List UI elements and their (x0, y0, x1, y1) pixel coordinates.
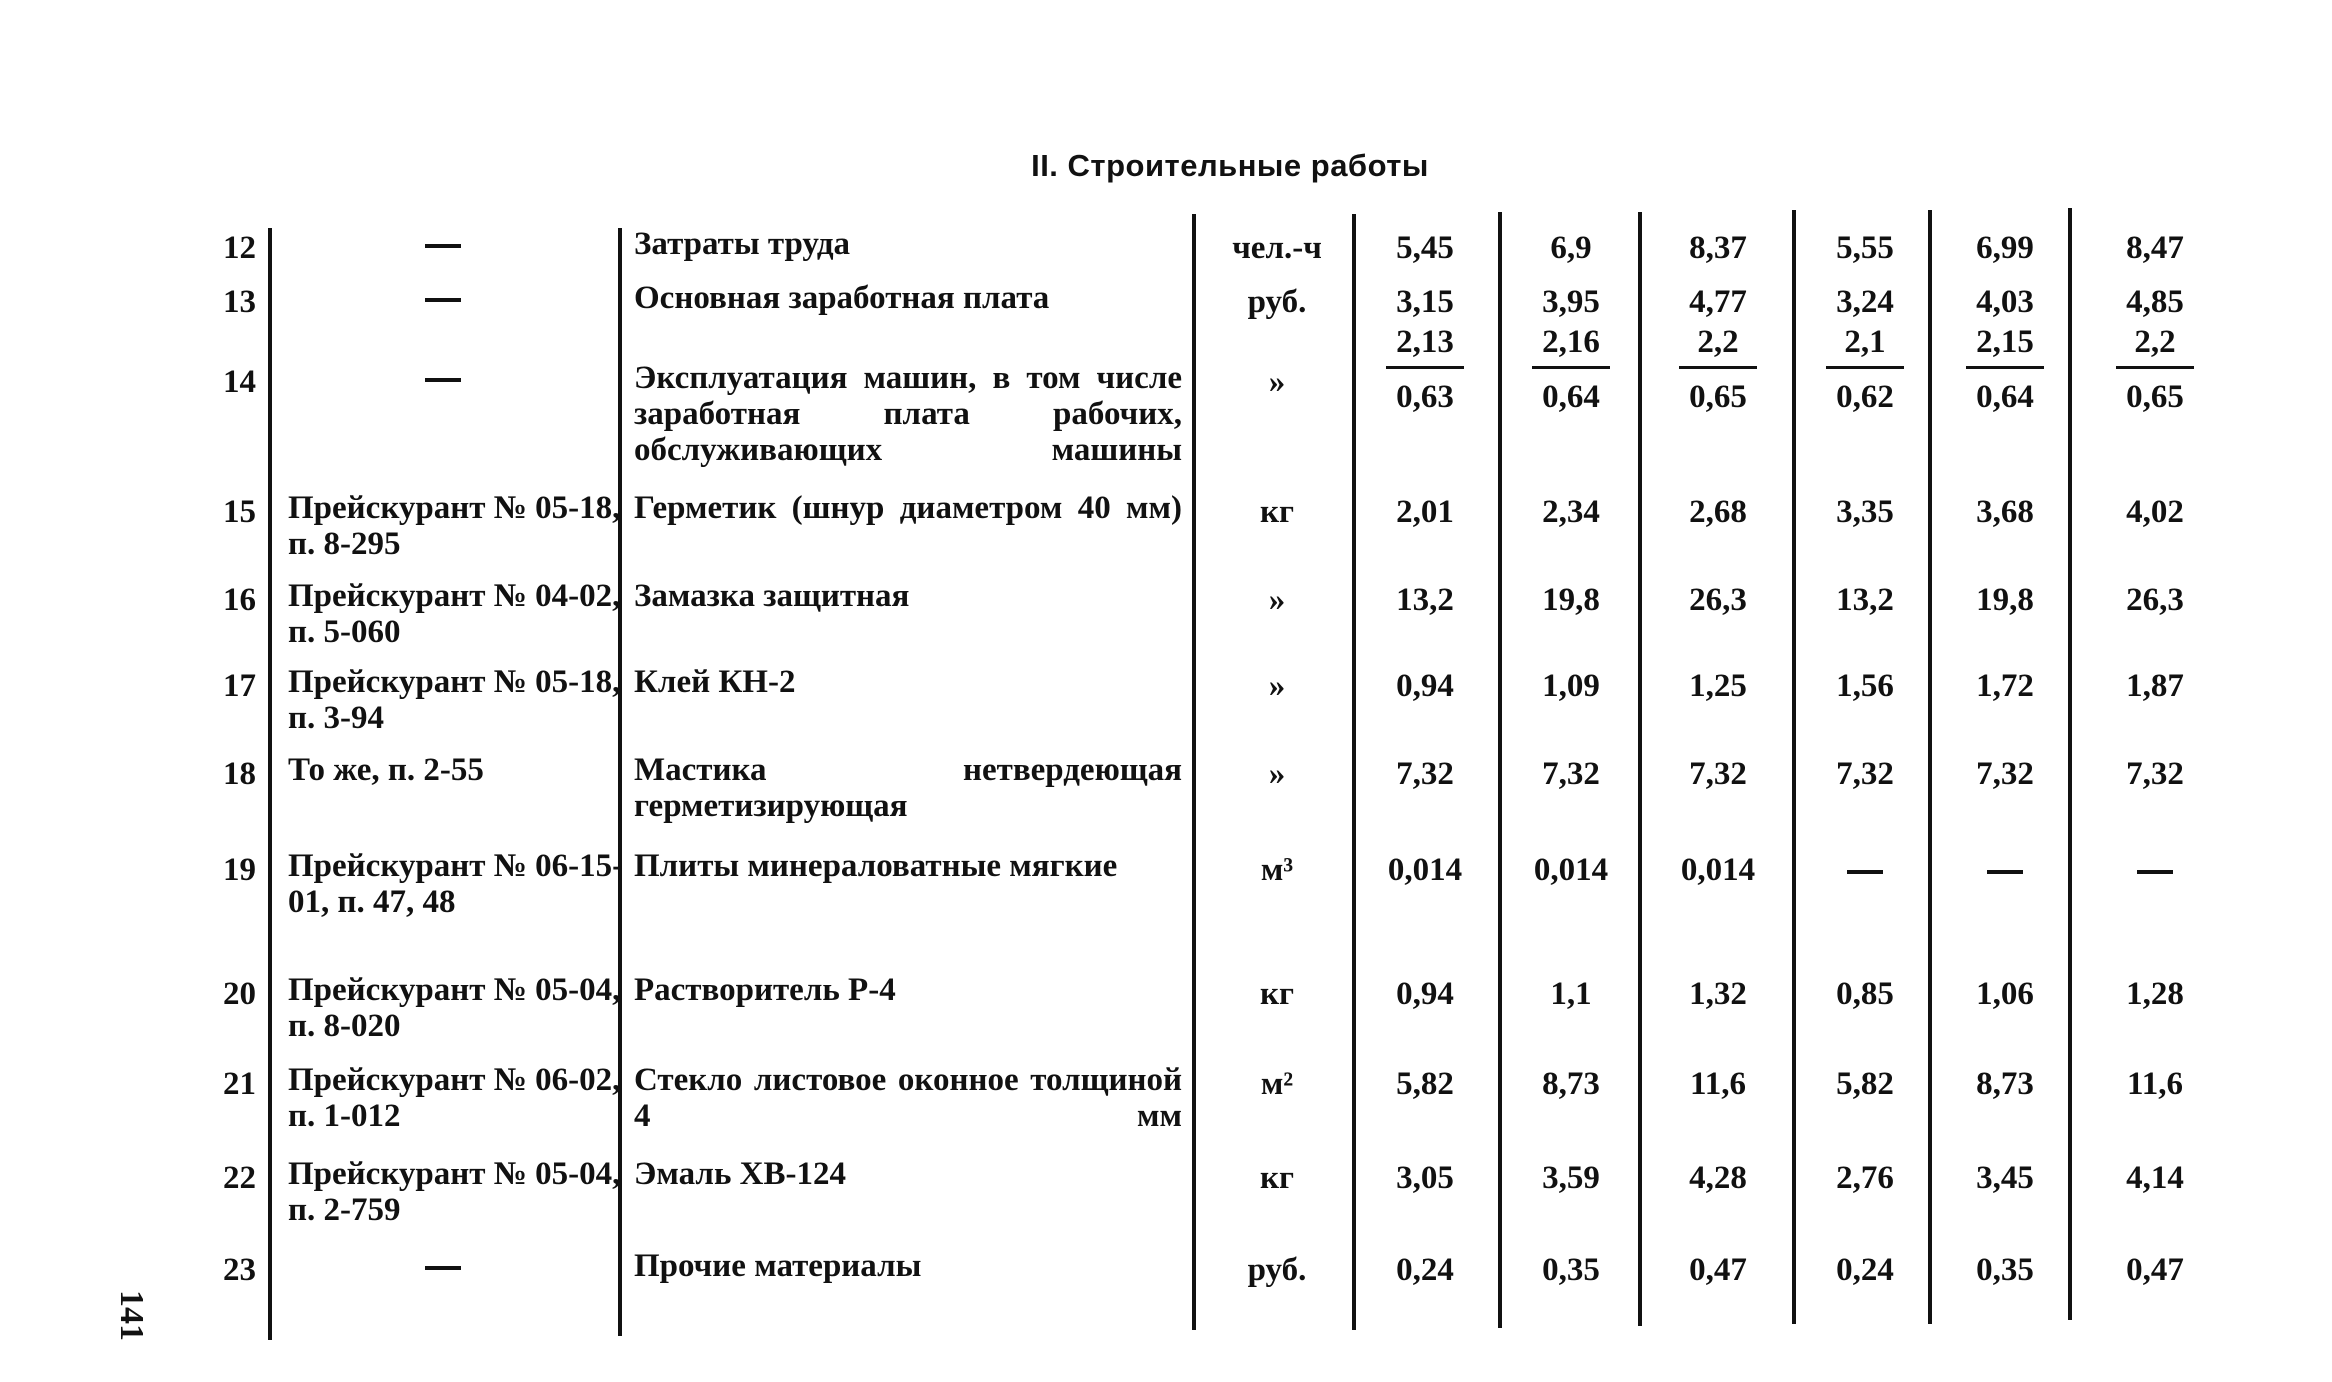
row-name: Герметик (шнур диаметром 40 мм) (634, 490, 1182, 526)
dash-mark (425, 1266, 461, 1270)
fraction-value (2085, 324, 2225, 415)
row-value: 3,24 (1836, 284, 1894, 320)
row-value: 7,32 (1836, 756, 1894, 792)
row-value: 13,2 (1836, 582, 1894, 618)
row-name: Растворитель Р-4 (634, 972, 896, 1008)
column-rule (268, 228, 272, 1340)
row-value: 5,45 (1396, 230, 1454, 266)
fraction-top: 2,2 (2134, 324, 2176, 360)
row-value: 4,28 (1689, 1160, 1747, 1196)
row-name: Мастика нетвердеющая герметизирующая (634, 752, 1182, 824)
row-name: Стекло листовое оконное толщиной 4 мм (634, 1062, 1182, 1134)
row-source: Прейскурант № 04-02, п. 5-060 (288, 578, 621, 650)
row-unit: » (1268, 364, 1286, 400)
fraction-value (1935, 324, 2075, 415)
fraction-value (1795, 324, 1935, 415)
row-value: 6,99 (1976, 230, 2034, 266)
row-value: 1,09 (1542, 668, 1600, 704)
row-value: 3,95 (1542, 284, 1600, 320)
row-value: 4,03 (1976, 284, 2034, 320)
row-number: 13 (223, 284, 256, 320)
row-value: 2,76 (1836, 1160, 1894, 1196)
row-value: 0,35 (1976, 1252, 2034, 1288)
fraction-bar (2116, 366, 2194, 369)
row-value: 11,6 (1690, 1066, 1746, 1102)
row-value: 4,02 (2126, 494, 2184, 530)
column-rule (1192, 214, 1196, 1330)
row-unit: кг (1260, 1160, 1294, 1196)
fraction-value (1501, 324, 1641, 415)
row-value: 3,05 (1396, 1160, 1454, 1196)
row-value: 13,2 (1396, 582, 1454, 618)
row-value: 5,55 (1836, 230, 1894, 266)
row-unit: » (1268, 756, 1286, 792)
row-value: 1,28 (2126, 976, 2184, 1012)
fraction-top: 2,1 (1844, 324, 1886, 360)
row-source: Прейскурант № 05-04, п. 2-759 (288, 1156, 621, 1228)
row-value: 1,1 (1550, 976, 1592, 1012)
dash-mark (425, 298, 461, 302)
row-number: 12 (223, 230, 256, 266)
row-value: 8,37 (1689, 230, 1747, 266)
row-value: 0,47 (2126, 1252, 2184, 1288)
fraction-bar (1532, 366, 1610, 369)
row-value: 4,85 (2126, 284, 2184, 320)
row-source (288, 280, 598, 316)
row-source: То же, п. 2-55 (288, 752, 484, 788)
fraction-bottom: 0,64 (1976, 379, 2034, 415)
fraction-bottom: 0,64 (1542, 379, 1600, 415)
row-value: 8,73 (1976, 1066, 2034, 1102)
row-number: 20 (223, 976, 256, 1012)
row-value: 0,94 (1396, 668, 1454, 704)
row-value: 3,35 (1836, 494, 1894, 530)
row-value: 0,47 (1689, 1252, 1747, 1288)
row-value (1795, 852, 1935, 888)
fraction-bar (1966, 366, 2044, 369)
row-name: Затраты труда (634, 226, 851, 262)
row-value: 1,56 (1836, 668, 1894, 704)
row-unit: кг (1260, 494, 1294, 530)
row-unit: м³ (1260, 852, 1294, 888)
row-value: 8,73 (1542, 1066, 1600, 1102)
row-unit: руб. (1247, 1252, 1307, 1288)
fraction-bar (1386, 366, 1464, 369)
row-name: Эмаль ХВ-124 (634, 1156, 846, 1192)
row-value: 1,06 (1976, 976, 2034, 1012)
row-value: 5,82 (1836, 1066, 1894, 1102)
dash-mark (1847, 870, 1883, 874)
fraction-top: 2,13 (1396, 324, 1454, 360)
row-value: 7,32 (1396, 756, 1454, 792)
row-value: 0,014 (1680, 852, 1756, 888)
fraction-value (1648, 324, 1788, 415)
dash-mark (425, 244, 461, 248)
fraction-bottom: 0,65 (2126, 379, 2184, 415)
row-number: 14 (223, 364, 256, 400)
row-unit: » (1268, 668, 1286, 704)
row-value: 3,68 (1976, 494, 2034, 530)
row-value: 0,85 (1836, 976, 1894, 1012)
row-source: Прейскурант № 05-04, п. 8-020 (288, 972, 621, 1044)
row-number: 19 (223, 852, 256, 888)
row-value: 5,82 (1396, 1066, 1454, 1102)
fraction-bar (1679, 366, 1757, 369)
row-value: 11,6 (2127, 1066, 2183, 1102)
row-source (288, 226, 598, 262)
row-unit: м² (1260, 1066, 1294, 1102)
row-value: 4,14 (2126, 1160, 2184, 1196)
section-title: II. Строительные работы (1031, 148, 1429, 183)
row-value: 2,34 (1542, 494, 1600, 530)
row-number: 15 (223, 494, 256, 530)
row-value: 0,014 (1387, 852, 1463, 888)
fraction-top: 2,15 (1976, 324, 2034, 360)
row-value: 8,47 (2126, 230, 2184, 266)
row-value: 6,9 (1550, 230, 1592, 266)
row-value: 1,25 (1689, 668, 1747, 704)
row-name: Основная заработная плата (634, 280, 1050, 316)
row-source (288, 1248, 598, 1284)
row-name: Клей КН-2 (634, 664, 796, 700)
row-name: Эксплуатация машин, в том числе заработная плата рабочих, обслуживающих машины (634, 360, 1182, 468)
row-unit: кг (1260, 976, 1294, 1012)
fraction-bottom: 0,65 (1689, 379, 1747, 415)
fraction-bar (1826, 366, 1904, 369)
row-value: 7,32 (1542, 756, 1600, 792)
fraction-bottom: 0,63 (1396, 379, 1454, 415)
row-number: 21 (223, 1066, 256, 1102)
row-value: 19,8 (1976, 582, 2034, 618)
row-value: 3,45 (1976, 1160, 2034, 1196)
row-value: 4,77 (1689, 284, 1747, 320)
fraction-bottom: 0,62 (1836, 379, 1894, 415)
fraction-top: 2,2 (1697, 324, 1739, 360)
row-source: Прейскурант № 06-15-01, п. 47, 48 (288, 848, 624, 920)
row-number: 18 (223, 756, 256, 792)
row-number: 22 (223, 1160, 256, 1196)
dash-mark (425, 378, 461, 382)
row-value: 7,32 (1976, 756, 2034, 792)
dash-mark (1987, 870, 2023, 874)
row-number: 23 (223, 1252, 256, 1288)
row-value: 19,8 (1542, 582, 1600, 618)
page-number: 141 (113, 1290, 150, 1341)
row-value: 3,59 (1542, 1160, 1600, 1196)
row-value: 0,24 (1836, 1252, 1894, 1288)
row-source: Прейскурант № 05-18, п. 3-94 (288, 664, 621, 736)
row-number: 16 (223, 582, 256, 618)
row-unit: » (1268, 582, 1286, 618)
row-value: 0,24 (1396, 1252, 1454, 1288)
row-value: 7,32 (1689, 756, 1747, 792)
row-name: Замазка защитная (634, 578, 910, 614)
dash-mark (2137, 870, 2173, 874)
row-value: 0,014 (1533, 852, 1609, 888)
row-value: 2,01 (1396, 494, 1454, 530)
row-value: 7,32 (2126, 756, 2184, 792)
row-value: 26,3 (1689, 582, 1747, 618)
row-unit: руб. (1247, 284, 1307, 320)
row-value: 0,94 (1396, 976, 1454, 1012)
row-number: 17 (223, 668, 256, 704)
row-name: Плиты минераловатные мягкие (634, 848, 1118, 884)
row-value: 0,35 (1542, 1252, 1600, 1288)
row-value: 1,32 (1689, 976, 1747, 1012)
fraction-value (1355, 324, 1495, 415)
row-unit: чел.-ч (1232, 230, 1322, 266)
row-value: 1,72 (1976, 668, 2034, 704)
row-name: Прочие материалы (634, 1248, 922, 1284)
row-value: 26,3 (2126, 582, 2184, 618)
row-source: Прейскурант № 05-18, п. 8-295 (288, 490, 621, 562)
row-value: 3,15 (1396, 284, 1454, 320)
row-value (2085, 852, 2225, 888)
row-value: 1,87 (2126, 668, 2184, 704)
row-source (288, 360, 598, 396)
row-value (1935, 852, 2075, 888)
fraction-top: 2,16 (1542, 324, 1600, 360)
row-value: 2,68 (1689, 494, 1747, 530)
row-source: Прейскурант № 06-02, п. 1-012 (288, 1062, 621, 1134)
